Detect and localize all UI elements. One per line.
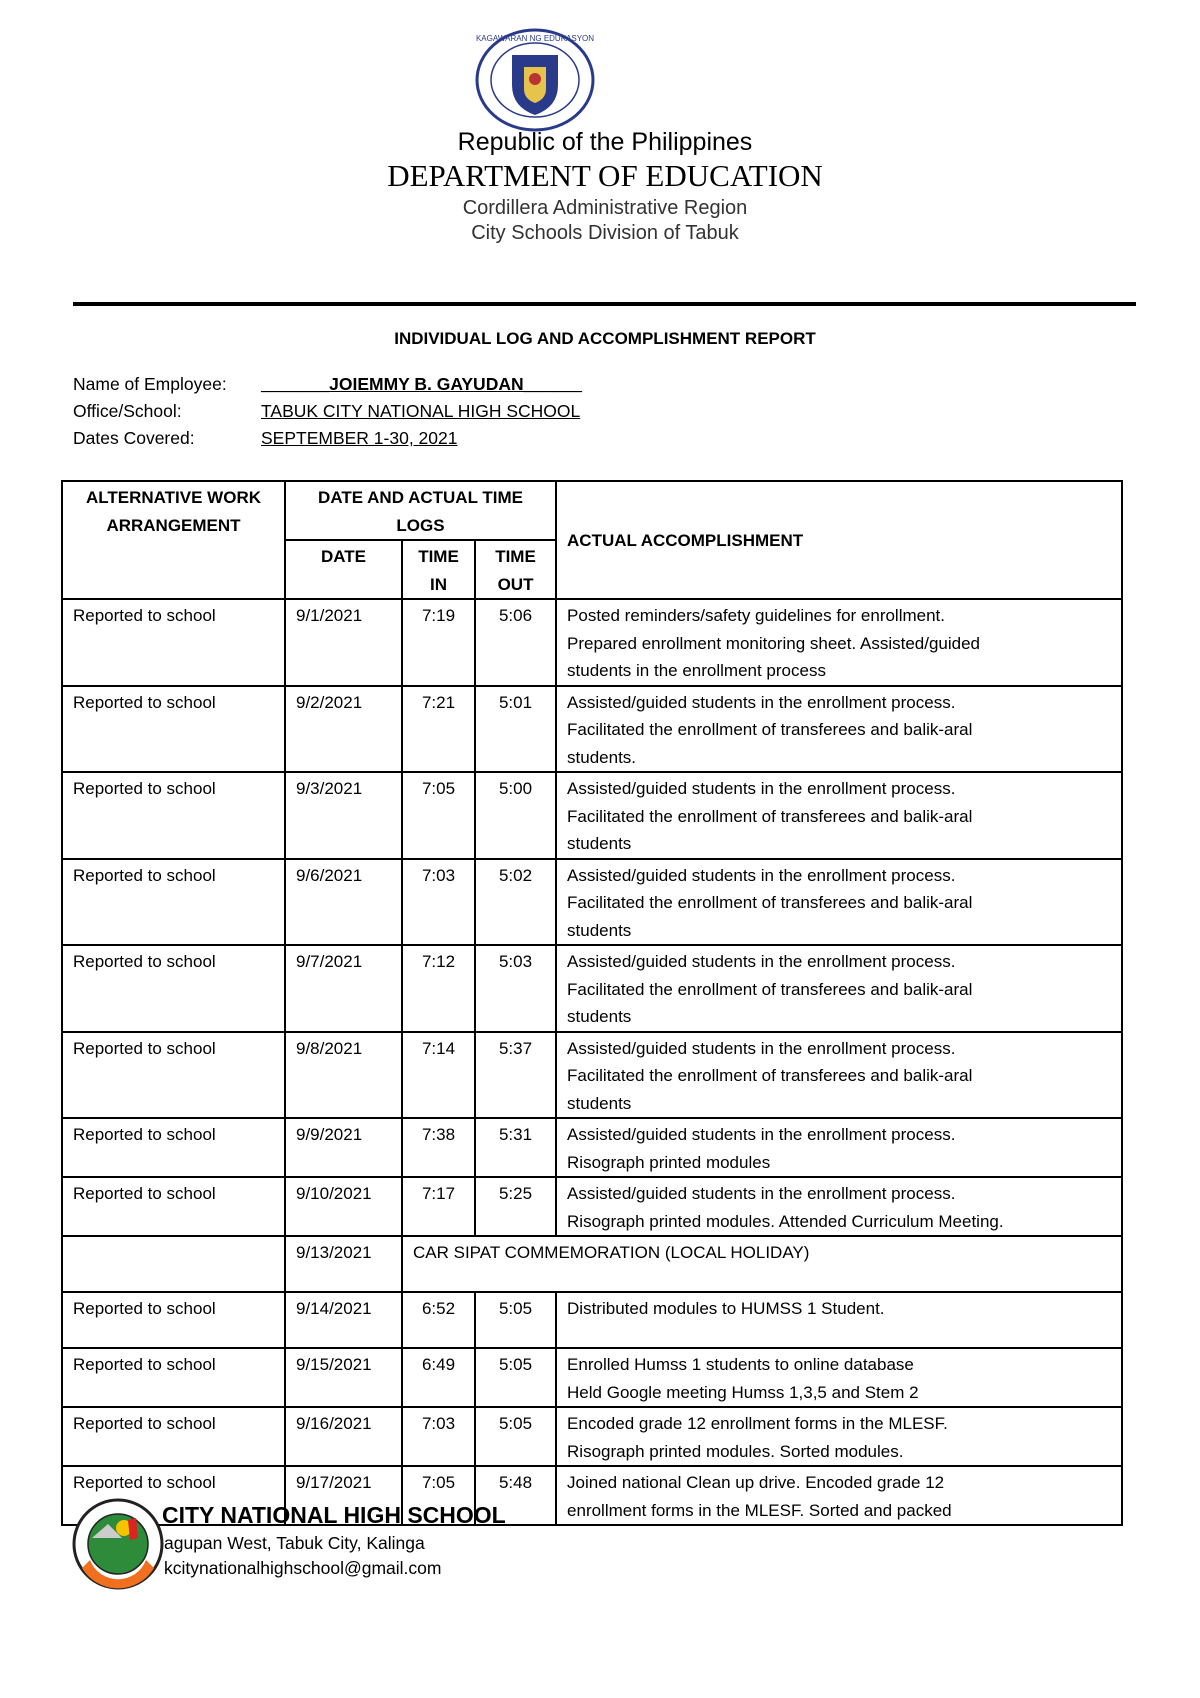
time-in-cell: 7:14: [402, 1032, 475, 1119]
work-arrangement-cell: Reported to school: [62, 1407, 285, 1466]
office-row: [73, 401, 580, 422]
time-in-cell: 7:05: [402, 1466, 475, 1525]
time-out-cell: 5:31: [475, 1118, 556, 1177]
accomplishment-line: Encoded grade 12 enrollment forms in the MLESF.: [567, 1414, 948, 1433]
accomplishment-cell: [556, 859, 1122, 946]
date-cell: 9/14/2021: [285, 1292, 402, 1348]
svg-text:KAGAWARAN NG EDUKASYON: KAGAWARAN NG EDUKASYON: [475, 34, 595, 43]
accomplishment-cell: [556, 945, 1122, 1032]
work-arrangement-cell: Reported to school: [62, 1118, 285, 1177]
table-row: [62, 1407, 1122, 1466]
table-row: [62, 1348, 1122, 1407]
table-row: [62, 1032, 1122, 1119]
accomplishment-line: Posted reminders/safety guidelines for enrollment.: [567, 606, 945, 625]
accomplishment-line: Facilitated the enrollment of transferees and balik-aral: [567, 806, 973, 826]
work-arrangement-cell: Reported to school: [62, 1032, 285, 1119]
accomplishment-line: Assisted/guided students in the enrollment process.: [567, 779, 956, 798]
log-table: [61, 480, 1123, 1526]
time-in-cell: 6:52: [402, 1292, 475, 1348]
employee-name-value: _______JOIEMMY B. GAYUDAN______: [261, 374, 583, 394]
accomplishment-cell: [556, 599, 1122, 686]
date-cell: 9/3/2021: [285, 772, 402, 859]
table-row: [62, 772, 1122, 859]
date-cell: 9/13/2021: [285, 1236, 402, 1292]
time-in-cell: 7:19: [402, 599, 475, 686]
time-in-cell: 7:17: [402, 1177, 475, 1236]
date-cell: 9/9/2021: [285, 1118, 402, 1177]
dates-label: Dates Covered:: [73, 428, 195, 448]
header-accomplishment: ACTUAL ACCOMPLISHMENT: [556, 481, 1122, 599]
work-arrangement-cell: Reported to school: [62, 1177, 285, 1236]
table-row: [62, 1177, 1122, 1236]
accomplishment-cell: [556, 1177, 1122, 1236]
accomplishment-line: enrollment forms in the MLESF. Sorted and packed: [567, 1500, 952, 1520]
deped-seal-logo: [474, 27, 596, 133]
time-in-cell: 7:05: [402, 772, 475, 859]
accomplishment-line: Risograph printed modules: [567, 1152, 771, 1172]
footer-school-name: CITY NATIONAL HIGH SCHOOL: [162, 1502, 506, 1528]
time-out-cell: 5:25: [475, 1177, 556, 1236]
accomplishment-cell: [556, 1466, 1122, 1525]
accomplishment-line: Facilitated the enrollment of transferees and balik-aral: [567, 893, 973, 912]
region-heading: Cordillera Administrative Region: [462, 197, 748, 219]
work-arrangement-cell: Reported to school: [62, 859, 285, 946]
accomplishment-line: Facilitated the enrollment of transferees and balik-aral: [567, 979, 973, 999]
employee-name-row: [73, 374, 582, 395]
accomplishment-line: Prepared enrollment monitoring sheet. Assisted/guided: [567, 633, 980, 653]
time-out-cell: 5:06: [475, 599, 556, 686]
accomplishment-line: Distributed modules to HUMSS 1 Student.: [567, 1299, 885, 1318]
time-out-cell: 5:05: [475, 1292, 556, 1348]
header-awa: ALTERNATIVE WORK ARRANGEMENT: [62, 481, 285, 599]
dates-row: [73, 428, 457, 449]
header-divider: [73, 302, 1136, 306]
time-in-cell: 7:03: [402, 859, 475, 946]
accomplishment-line: Assisted/guided students in the enrollment process.: [567, 1038, 956, 1058]
work-arrangement-cell: Reported to school: [62, 945, 285, 1032]
header-time-out: TIME OUT: [475, 540, 556, 599]
table-row: [62, 859, 1122, 946]
work-arrangement-cell: Reported to school: [62, 1292, 285, 1348]
time-out-cell: 5:05: [475, 1348, 556, 1407]
table-row: [62, 1118, 1122, 1177]
accomplishment-line: Enrolled Humss 1 students to online database: [567, 1355, 914, 1374]
work-arrangement-cell: Reported to school: [62, 1466, 285, 1525]
header-time-in: TIME IN: [402, 540, 475, 599]
date-cell: 9/7/2021: [285, 945, 402, 1032]
accomplishment-line: Assisted/guided students in the enrollment process.: [567, 692, 956, 712]
time-out-cell: 5:48: [475, 1466, 556, 1525]
time-in-cell: 6:49: [402, 1348, 475, 1407]
dates-value: SEPTEMBER 1-30, 2021: [261, 428, 458, 448]
date-cell: 9/16/2021: [285, 1407, 402, 1466]
table-row: [62, 686, 1122, 773]
accomplishment-cell: [556, 1032, 1122, 1119]
accomplishment-cell: [556, 1348, 1122, 1407]
footer-address: agupan West, Tabuk City, Kalinga: [164, 1533, 425, 1553]
accomplishment-line: Assisted/guided students in the enrollment process.: [567, 865, 956, 885]
accomplishment-cell: [556, 1292, 1122, 1348]
date-cell: 9/15/2021: [285, 1348, 402, 1407]
report-title: INDIVIDUAL LOG AND ACCOMPLISHMENT REPORT: [394, 329, 816, 348]
date-cell: 9/1/2021: [285, 599, 402, 686]
date-cell: 9/10/2021: [285, 1177, 402, 1236]
accomplishment-line: Assisted/guided students in the enrollment process.: [567, 952, 956, 971]
work-arrangement-cell: [62, 1236, 285, 1292]
time-in-cell: 7:12: [402, 945, 475, 1032]
accomplishment-cell: [556, 772, 1122, 859]
accomplishment-line: Held Google meeting Humss 1,3,5 and Stem 2: [567, 1382, 919, 1402]
time-out-cell: 5:05: [475, 1407, 556, 1466]
time-out-cell: 5:37: [475, 1032, 556, 1119]
footer-email: kcitynationalhighschool@gmail.com: [164, 1558, 442, 1578]
accomplishment-line: Facilitated the enrollment of transferees and balik-aral: [567, 720, 973, 739]
accomplishment-line: Assisted/guided students in the enrollment process.: [567, 1184, 956, 1203]
accomplishment-line: students in the enrollment process: [567, 661, 826, 680]
accomplishment-line: Joined national Clean up drive. Encoded grade 12: [567, 1473, 945, 1492]
table-row: [62, 1236, 1122, 1292]
time-in-cell: 7:03: [402, 1407, 475, 1466]
accomplishment-line: students: [567, 834, 632, 853]
accomplishment-line: Risograph printed modules. Attended Curriculum Meeting.: [567, 1211, 1004, 1231]
office-value: TABUK CITY NATIONAL HIGH SCHOOL: [261, 401, 581, 421]
table-row: [62, 945, 1122, 1032]
work-arrangement-cell: Reported to school: [62, 686, 285, 773]
employee-name-label: Name of Employee:: [73, 374, 227, 394]
accomplishment-line: students: [567, 1007, 632, 1026]
time-out-cell: 5:01: [475, 686, 556, 773]
department-heading: DEPARTMENT OF EDUCATION: [387, 158, 823, 193]
republic-heading: Republic of the Philippines: [457, 128, 753, 156]
date-cell: 9/6/2021: [285, 859, 402, 946]
accomplishment-line: Facilitated the enrollment of transferees and balik-aral: [567, 1066, 973, 1085]
header-date: DATE: [285, 540, 402, 599]
work-arrangement-cell: Reported to school: [62, 599, 285, 686]
accomplishment-line: Assisted/guided students in the enrollment process.: [567, 1125, 956, 1144]
work-arrangement-cell: Reported to school: [62, 772, 285, 859]
date-cell: 9/2/2021: [285, 686, 402, 773]
table-row: [62, 1292, 1122, 1348]
accomplishment-line: Risograph printed modules. Sorted modules.: [567, 1441, 904, 1461]
time-out-cell: 5:00: [475, 772, 556, 859]
accomplishment-cell: [556, 1118, 1122, 1177]
time-in-cell: 7:38: [402, 1118, 475, 1177]
accomplishment-cell: [556, 1407, 1122, 1466]
date-cell: 9/8/2021: [285, 1032, 402, 1119]
time-out-cell: 5:02: [475, 859, 556, 946]
school-logo: [72, 1498, 164, 1590]
accomplishment-line: students: [567, 920, 632, 940]
work-arrangement-cell: Reported to school: [62, 1348, 285, 1407]
office-label: Office/School:: [73, 401, 182, 421]
table-row: [62, 599, 1122, 686]
division-heading: City Schools Division of Tabuk: [471, 222, 739, 244]
time-out-cell: 5:03: [475, 945, 556, 1032]
header-logs: DATE AND ACTUAL TIME LOGS: [285, 481, 556, 540]
accomplishment-cell: [556, 686, 1122, 773]
accomplishment-line: students.: [567, 747, 637, 767]
accomplishment-line: students: [567, 1093, 632, 1113]
time-in-cell: 7:21: [402, 686, 475, 773]
date-cell: 9/17/2021: [285, 1466, 402, 1525]
holiday-cell: CAR SIPAT COMMEMORATION (LOCAL HOLIDAY): [402, 1236, 1122, 1292]
